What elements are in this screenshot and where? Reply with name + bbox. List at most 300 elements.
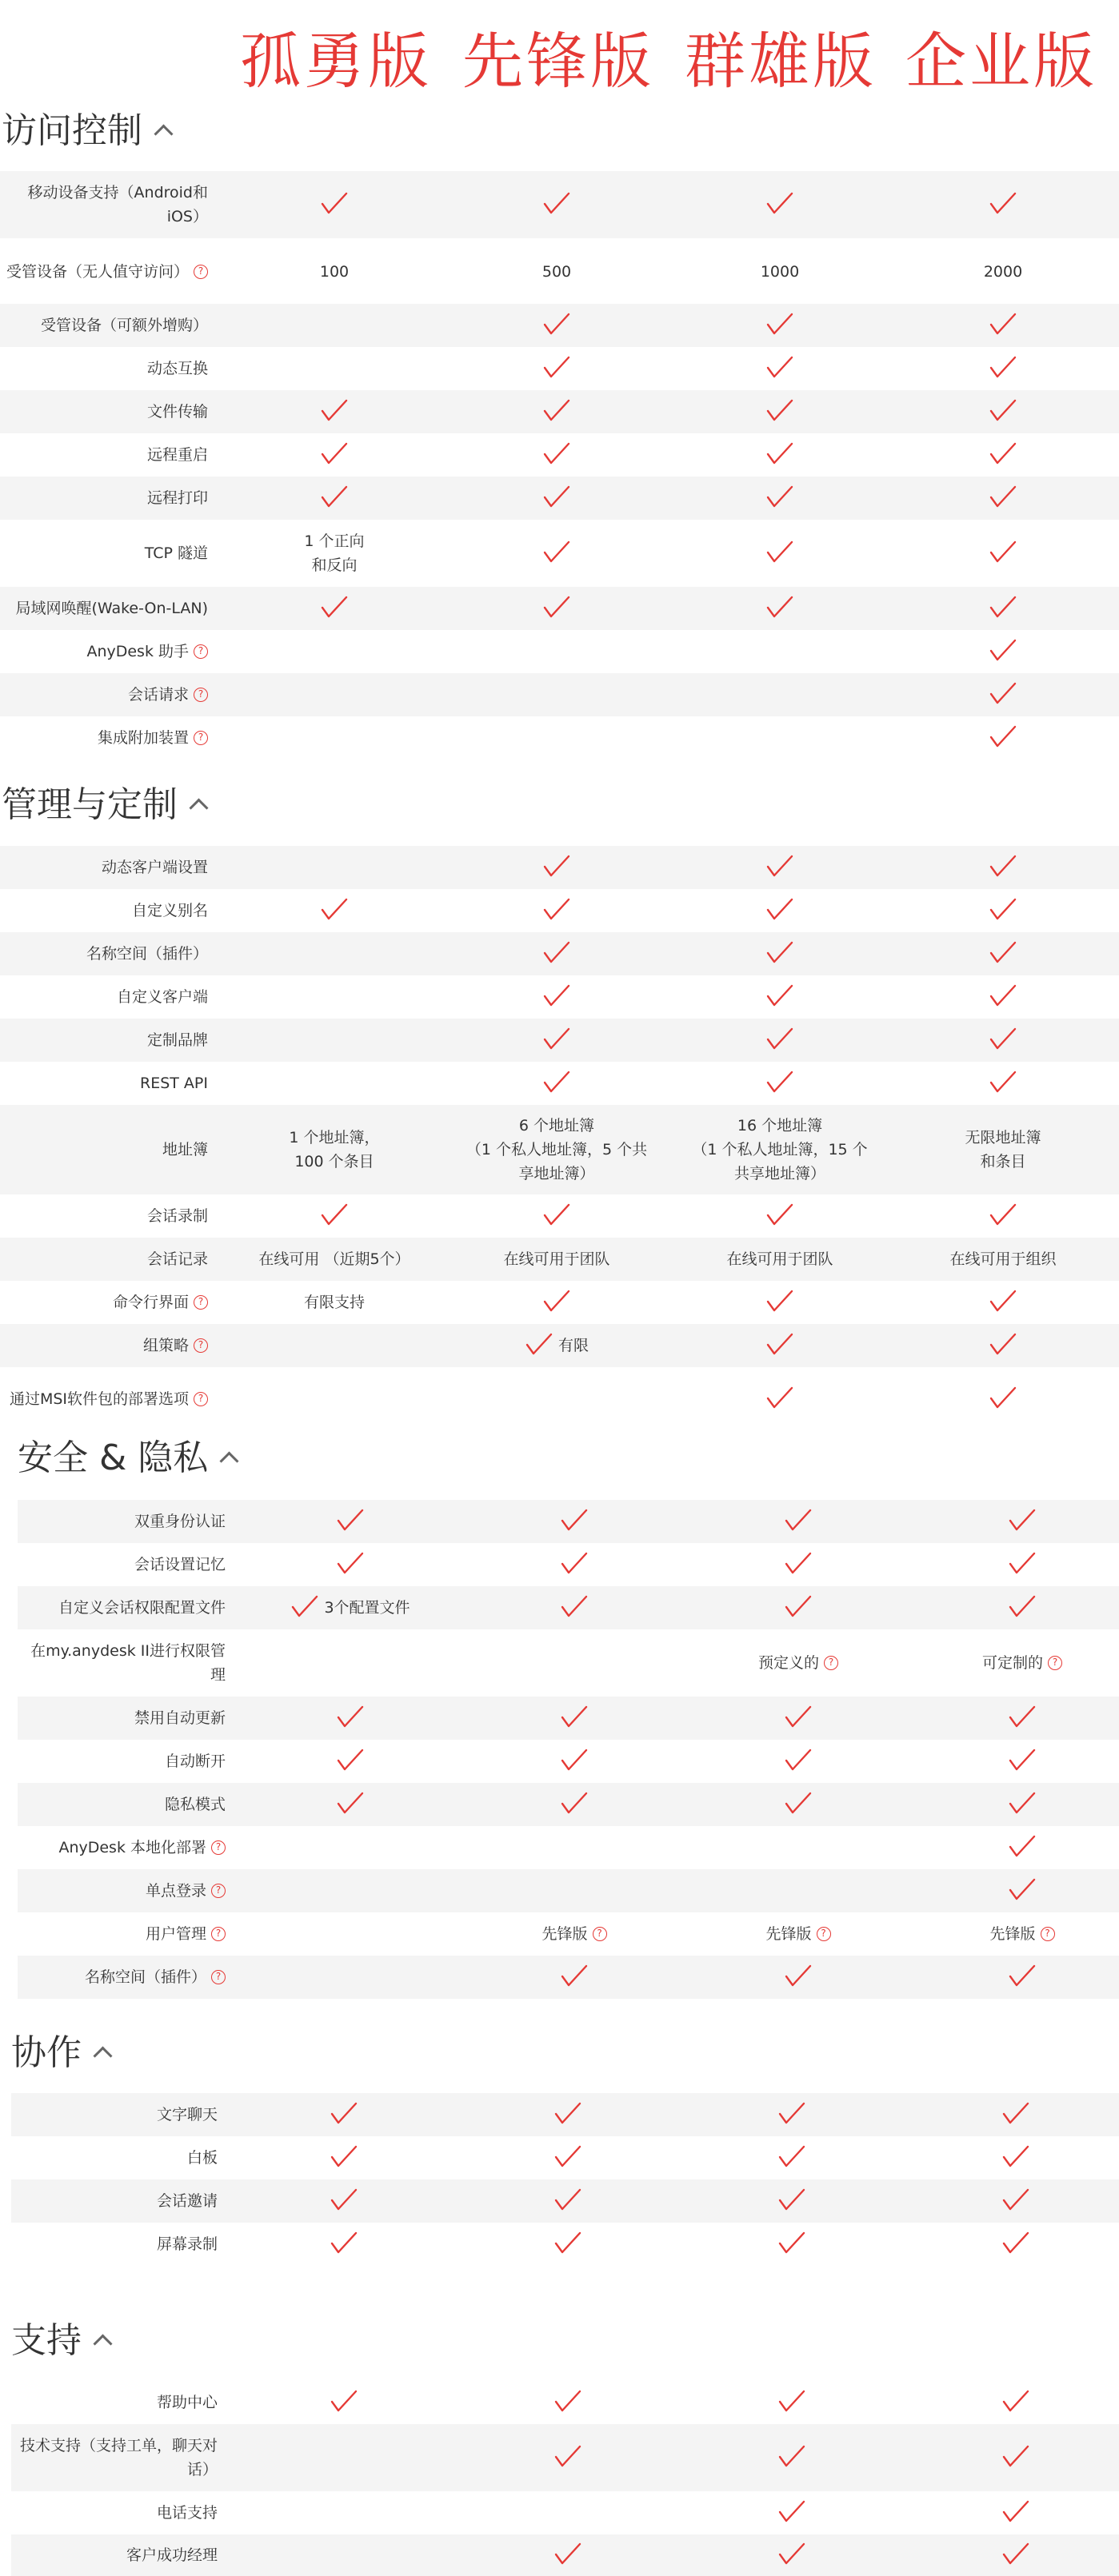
table-row: [18, 1697, 1119, 1740]
plan-name-0: 孤勇版: [240, 26, 432, 97]
checkmark-icon: [1001, 2541, 1030, 2570]
table-row: [0, 846, 1119, 889]
checkmark-icon: [765, 594, 794, 623]
checkmark-icon: [542, 1069, 571, 1098]
checkmark-icon: [290, 1593, 319, 1622]
checkmark-icon: [765, 1288, 794, 1317]
feature-label: AnyDesk 本地化部署?: [24, 1826, 226, 1869]
plan-cell-0: [238, 932, 430, 975]
checkmark-icon: [1008, 1507, 1037, 1536]
checkmark-icon: [560, 1550, 589, 1579]
plan-cell-0: [238, 433, 430, 477]
table-row: [0, 975, 1119, 1019]
feature-label: 自定义客户端: [116, 988, 208, 1006]
table-row: [0, 304, 1119, 347]
feature-label: 会话录制: [146, 1207, 208, 1225]
plan-cell-3: [907, 304, 1099, 347]
cell-value: 在线可用于团队: [726, 1250, 833, 1268]
checkmark-icon: [320, 441, 349, 469]
help-icon[interactable]: [194, 1295, 208, 1310]
table-row: [18, 1956, 1119, 1999]
checkmark-icon: [542, 397, 571, 426]
checkmark-icon: [560, 1593, 589, 1622]
plan-cell-1: [461, 932, 653, 975]
checkmark-icon: [765, 354, 794, 383]
chevron-up-icon[interactable]: [154, 124, 173, 143]
plan-cell-1: [478, 1912, 670, 1956]
checkmark-icon: [336, 1747, 365, 1776]
feature-label: 会话记录: [146, 1250, 208, 1268]
plan-cell-2: [702, 1740, 894, 1783]
checkmark-icon: [989, 397, 1017, 426]
plan-cell-2: [684, 975, 876, 1019]
plan-cell-2: [684, 889, 876, 932]
checkmark-icon: [777, 2187, 806, 2215]
plan-cell-3: [907, 673, 1099, 716]
chevron-up-icon[interactable]: [189, 798, 208, 817]
plan-cell-2: [696, 2093, 888, 2136]
help-icon[interactable]: [194, 644, 208, 659]
plan-cell-2: [684, 304, 876, 347]
table-row: [18, 1740, 1119, 1783]
plan-cell-0: [248, 2381, 440, 2424]
checkmark-icon: [560, 1507, 589, 1536]
checkmark-icon: [1001, 2443, 1030, 2472]
plan-cell-3: [926, 1629, 1118, 1697]
plan-cell-0: [238, 1105, 430, 1194]
plan-cell-1: [472, 2179, 664, 2223]
plan-cell-1: [461, 975, 653, 1019]
plan-cell-3: [926, 1826, 1118, 1869]
feature-label: 地址簿: [162, 1141, 208, 1158]
plan-cell-0: [238, 975, 430, 1019]
checkmark-icon: [765, 896, 794, 925]
plan-cell-3: [907, 975, 1099, 1019]
plan-cell-1: [478, 1629, 670, 1697]
plan-cell-2: [684, 630, 876, 673]
plan-cell-3: [907, 1194, 1099, 1238]
help-icon[interactable]: [194, 265, 208, 279]
plan-cell-0: [238, 1062, 430, 1105]
cell-value: 有限支持: [303, 1294, 365, 1311]
plan-cell-1: [461, 390, 653, 433]
plan-cell-3: [907, 889, 1099, 932]
feature-label: 自定义会话权限配置文件: [58, 1599, 226, 1617]
table-row: [0, 520, 1119, 587]
checkmark-icon: [989, 1202, 1017, 1230]
plan-cell-1: [472, 2491, 664, 2534]
table-row: [0, 477, 1119, 520]
plan-cell-1: [461, 1238, 653, 1281]
cell-value: 在线可用于组织: [949, 1250, 1057, 1268]
checkmark-icon: [1008, 1833, 1037, 1862]
feature-label: 受管设备（无人值守访问）?: [6, 240, 208, 304]
feature-label: 会话邀请: [156, 2192, 218, 2210]
plan-cell-3: [926, 1956, 1118, 1999]
feature-label: 技术支持（支持工单，聊天对话）: [19, 2437, 218, 2478]
plan-cell-3: [907, 630, 1099, 673]
plan-cell-3: [926, 1740, 1118, 1783]
feature-label: 自定义别名: [131, 902, 208, 919]
checkmark-icon: [765, 983, 794, 1011]
plan-cell-3: [907, 477, 1099, 520]
plan-cell-3: [907, 171, 1099, 238]
checkmark-icon: [542, 896, 571, 925]
plan-cell-2: [684, 673, 876, 716]
cell-value: 在线可用于团队: [503, 1250, 610, 1268]
plan-cell-0: [254, 1629, 446, 1697]
feature-label: 受管设备（可额外增购）: [40, 317, 208, 334]
checkmark-icon: [765, 939, 794, 968]
feature-label: 名称空间（插件）: [86, 945, 208, 963]
plan-cell-2: [696, 2534, 888, 2576]
checkmark-icon: [1001, 2100, 1030, 2129]
checkmark-icon: [542, 1026, 571, 1055]
plan-cell-2: [702, 1629, 894, 1697]
checkmark-icon: [554, 2230, 582, 2259]
checkmark-icon: [989, 1026, 1017, 1055]
plan-cell-3: [926, 1869, 1118, 1912]
plan-cell-2: [702, 1783, 894, 1826]
cell-value: 500: [542, 263, 572, 281]
plan-cell-1: [472, 2424, 664, 2491]
feature-label: 文件传输: [146, 403, 208, 421]
checkmark-icon: [989, 1069, 1017, 1098]
checkmark-icon: [765, 190, 794, 219]
table-row: [0, 1019, 1119, 1062]
plan-cell-0: [238, 846, 430, 889]
plan-cell-2: [684, 1367, 876, 1431]
cell-value: 先锋版?: [989, 1922, 1054, 1946]
plan-cell-0: [254, 1869, 446, 1912]
table-row: [0, 1281, 1119, 1324]
section-header-access[interactable]: [2, 107, 170, 155]
plan-cell-3: [907, 520, 1099, 587]
checkmark-icon: [989, 1385, 1017, 1414]
plan-cell-1: [461, 673, 653, 716]
help-icon[interactable]: [593, 1927, 607, 1941]
help-icon[interactable]: [1041, 1927, 1055, 1941]
plan-cell-1: [461, 1062, 653, 1105]
help-icon[interactable]: [211, 1884, 226, 1898]
help-icon[interactable]: [194, 688, 208, 702]
plan-cell-2: [684, 240, 876, 304]
plan-cell-0: [238, 673, 430, 716]
table-row: [18, 1869, 1119, 1912]
checkmark-icon: [1001, 2187, 1030, 2215]
table-row: [0, 1062, 1119, 1105]
plan-cell-3: [907, 846, 1099, 889]
table-row: [0, 673, 1119, 716]
plan-cell-2: [684, 347, 876, 390]
cell-value: 可定制的?: [982, 1651, 1062, 1675]
plan-cell-2: [684, 716, 876, 760]
plan-cell-2: [702, 1500, 894, 1543]
plan-cell-3: [920, 2534, 1112, 2576]
checkmark-icon: [989, 311, 1017, 340]
section-header-support[interactable]: [11, 2317, 110, 2365]
plan-cell-0: [238, 716, 430, 760]
checkmark-icon: [554, 2541, 582, 2570]
checkmark-icon: [765, 397, 794, 426]
help-icon[interactable]: [211, 1840, 226, 1855]
checkmark-icon: [554, 2443, 582, 2472]
plan-cell-2: [696, 2136, 888, 2179]
plan-cell-1: [478, 1543, 670, 1586]
plan-cell-0: [254, 1500, 446, 1543]
feature-label: 远程打印: [146, 489, 208, 507]
plan-cell-2: [684, 1238, 876, 1281]
plan-cell-0: [238, 1281, 430, 1324]
checkmark-icon: [1008, 1790, 1037, 1819]
feature-label: 组策略?: [6, 1324, 208, 1367]
feature-label: 移动设备支持（Android和iOS）: [27, 184, 208, 225]
checkmark-icon: [542, 594, 571, 623]
checkmark-icon: [542, 484, 571, 512]
plan-cell-2: [684, 171, 876, 238]
feature-label: 会话设置记忆: [134, 1556, 226, 1573]
cell-value: 无限地址簿 和条目: [965, 1129, 1041, 1170]
plan-cell-1: [461, 1019, 653, 1062]
table-row: [18, 1500, 1119, 1543]
section-header-security[interactable]: [18, 1434, 236, 1482]
feature-label: 禁用自动更新: [134, 1709, 226, 1727]
checkmark-icon: [765, 1069, 794, 1098]
checkmark-icon: [1008, 1704, 1037, 1733]
plan-cell-1: [461, 716, 653, 760]
checkmark-icon: [777, 2143, 806, 2172]
checkmark-icon: [989, 724, 1017, 752]
plan-name-2: 群雄版: [685, 26, 877, 97]
checkmark-icon: [320, 1202, 349, 1230]
help-icon[interactable]: [817, 1927, 831, 1941]
plan-cell-1: [461, 304, 653, 347]
plan-cell-2: [702, 1697, 894, 1740]
section-header-management[interactable]: [2, 781, 206, 829]
checkmark-icon: [765, 311, 794, 340]
plan-cell-3: [907, 1062, 1099, 1105]
checkmark-icon: [320, 594, 349, 623]
checkmark-icon: [765, 853, 794, 882]
feature-label: 在my.anydesk II进行权限管理: [30, 1642, 226, 1684]
plan-cell-2: [684, 1062, 876, 1105]
checkmark-icon: [784, 1593, 813, 1622]
plan-cell-2: [684, 433, 876, 477]
checkmark-icon: [542, 1202, 571, 1230]
help-icon[interactable]: [824, 1656, 838, 1670]
plan-cell-1: [461, 587, 653, 630]
checkmark-icon: [765, 1331, 794, 1360]
cell-value: 预定义的?: [758, 1651, 838, 1675]
plan-cell-0: [238, 520, 430, 587]
table-row: [11, 2223, 1119, 2266]
plan-cell-3: [920, 2179, 1112, 2223]
cell-value: 1 个正向 和反向: [304, 532, 365, 574]
checkmark-icon: [777, 2498, 806, 2527]
checkmark-icon: [542, 1288, 571, 1317]
checkmark-icon: [542, 539, 571, 568]
plan-cell-1: [472, 2534, 664, 2576]
table-row: [0, 587, 1119, 630]
plan-cell-2: [684, 932, 876, 975]
plan-cell-1: [478, 1869, 670, 1912]
checkmark-icon: [320, 896, 349, 925]
checkmark-icon: [989, 539, 1017, 568]
help-icon[interactable]: [1048, 1656, 1062, 1670]
checkmark-icon: [330, 2100, 358, 2129]
table-row: [0, 1105, 1119, 1194]
table-row: [18, 1629, 1119, 1697]
plan-cell-3: [907, 1367, 1099, 1431]
plan-cell-2: [684, 1194, 876, 1238]
checkmark-icon: [1001, 2388, 1030, 2417]
checkmark-icon: [989, 896, 1017, 925]
help-icon[interactable]: [194, 1392, 208, 1406]
plan-cell-1: [478, 1740, 670, 1783]
checkmark-icon: [560, 1963, 589, 1992]
plan-cell-0: [238, 390, 430, 433]
plan-cell-0: [254, 1826, 446, 1869]
checkmark-icon: [777, 2100, 806, 2129]
checkmark-icon: [1008, 1876, 1037, 1905]
plan-cell-3: [907, 1324, 1099, 1367]
checkmark-icon: [1001, 2143, 1030, 2172]
checkmark-icon: [777, 2388, 806, 2417]
help-icon[interactable]: [194, 731, 208, 745]
checkmark-icon: [542, 983, 571, 1011]
checkmark-icon: [765, 539, 794, 568]
plan-cell-0: [238, 171, 430, 238]
checkmark-icon: [1001, 2498, 1030, 2527]
chevron-up-icon[interactable]: [220, 1451, 239, 1470]
checkmark-icon: [336, 1790, 365, 1819]
table-row: [11, 2093, 1119, 2136]
plan-cell-3: [926, 1697, 1118, 1740]
section-header-collaboration[interactable]: [11, 2029, 110, 2077]
plan-cell-0: [248, 2223, 440, 2266]
checkmark-icon: [989, 853, 1017, 882]
plan-cell-2: [702, 1912, 894, 1956]
checkmark-icon: [989, 594, 1017, 623]
checkmark-icon: [989, 354, 1017, 383]
plan-cell-3: [907, 433, 1099, 477]
checkmark-icon: [989, 1331, 1017, 1360]
plan-cell-1: [461, 171, 653, 238]
checkmark-icon: [560, 1747, 589, 1776]
table-row: [0, 630, 1119, 673]
plan-cell-1: [478, 1586, 670, 1629]
plan-cell-0: [254, 1697, 446, 1740]
checkmark-icon: [330, 2143, 358, 2172]
checkmark-icon: [989, 983, 1017, 1011]
feature-label: TCP 隧道: [144, 544, 208, 562]
feature-label: 客户成功经理: [126, 2546, 218, 2564]
plan-cell-0: [238, 1367, 430, 1431]
plan-cell-3: [920, 2093, 1112, 2136]
plan-cell-0: [238, 1019, 430, 1062]
plan-cell-1: [461, 477, 653, 520]
checkmark-icon: [542, 441, 571, 469]
table-row: [0, 716, 1119, 760]
plan-cell-1: [461, 520, 653, 587]
plan-cell-0: [254, 1956, 446, 1999]
checkmark-icon: [777, 2443, 806, 2472]
help-icon[interactable]: [211, 1927, 226, 1941]
chevron-up-icon[interactable]: [93, 2334, 112, 2353]
cell-value: 先锋版?: [542, 1922, 606, 1946]
checkmark-icon: [765, 1202, 794, 1230]
help-icon[interactable]: [194, 1338, 208, 1353]
plan-cell-0: [254, 1912, 446, 1956]
plan-cell-1: [461, 889, 653, 932]
plan-cell-2: [684, 1105, 876, 1194]
plan-cell-1: [461, 1194, 653, 1238]
plan-cell-1: [478, 1956, 670, 1999]
checkmark-icon: [989, 939, 1017, 968]
plan-cell-0: [238, 304, 430, 347]
plan-cell-2: [684, 1019, 876, 1062]
plan-cell-0: [238, 1324, 430, 1367]
plan-cell-3: [907, 1105, 1099, 1194]
table-row: [0, 1238, 1119, 1281]
checkmark-icon: [542, 853, 571, 882]
plan-cell-2: [702, 1543, 894, 1586]
help-icon[interactable]: [211, 1970, 226, 1984]
plan-cell-0: [254, 1586, 446, 1629]
plan-cell-1: [472, 2136, 664, 2179]
cell-note: 3个配置文件: [324, 1599, 410, 1617]
checkmark-icon: [1008, 1593, 1037, 1622]
checkmark-icon: [542, 190, 571, 219]
plan-cell-0: [248, 2093, 440, 2136]
plan-cell-0: [254, 1740, 446, 1783]
feature-label: 双重身份认证: [134, 1513, 226, 1530]
cell-value: 100: [319, 263, 350, 281]
checkmark-icon: [1008, 1550, 1037, 1579]
plan-cell-3: [926, 1500, 1118, 1543]
checkmark-icon: [777, 2230, 806, 2259]
table-row: [18, 1826, 1119, 1869]
plan-cell-0: [238, 240, 430, 304]
feature-label: 定制品牌: [146, 1031, 208, 1049]
checkmark-icon: [784, 1507, 813, 1536]
table-row: [18, 1543, 1119, 1586]
plan-cell-0: [238, 630, 430, 673]
plan-cell-3: [926, 1543, 1118, 1586]
feature-label: 局域网唤醒(Wake-On-LAN): [15, 600, 208, 617]
checkmark-icon: [989, 1288, 1017, 1317]
feature-label: 动态互换: [146, 360, 208, 377]
plan-cell-2: [696, 2179, 888, 2223]
plan-cell-0: [238, 347, 430, 390]
plan-cell-0: [238, 889, 430, 932]
table-row: [0, 390, 1119, 433]
feature-label: 会话请求?: [6, 673, 208, 716]
feature-label: 文字聊天: [156, 2106, 218, 2123]
plan-cell-2: [702, 1826, 894, 1869]
checkmark-icon: [765, 484, 794, 512]
table-row: [0, 1324, 1119, 1367]
section-title: 支持: [11, 2320, 82, 2361]
section-title: 安全 & 隐私: [18, 1438, 209, 1478]
section-title: 管理与定制: [2, 784, 178, 825]
plan-cell-0: [248, 2491, 440, 2534]
checkmark-icon: [777, 2541, 806, 2570]
chevron-up-icon[interactable]: [93, 2046, 112, 2065]
cell-value: 1000: [760, 263, 800, 281]
table-row: [18, 1912, 1119, 1956]
plan-cell-3: [920, 2424, 1112, 2491]
